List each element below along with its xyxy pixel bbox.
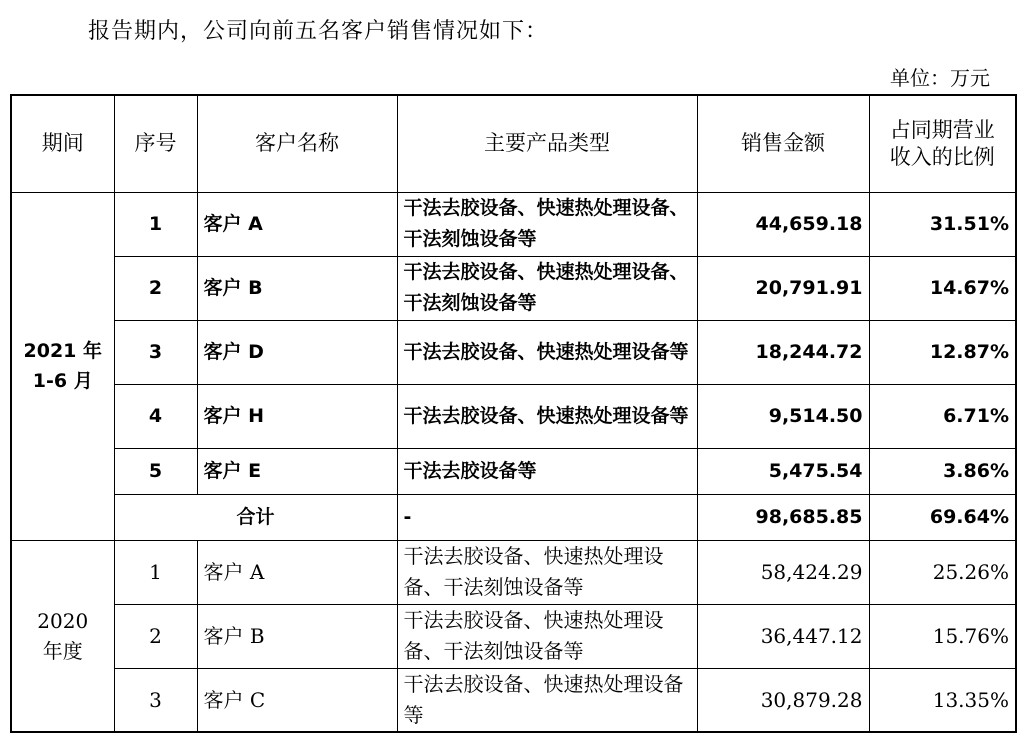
header-row <box>11 95 1016 192</box>
row-customer: 客户 H <box>197 384 397 448</box>
row-amount: 20,791.91 <box>697 256 869 320</box>
row-ratio: 6.71% <box>869 384 1016 448</box>
row-customer: 客户 D <box>197 320 397 384</box>
row-no: 2 <box>114 256 197 320</box>
row-product: 干法去胶设备、快速热处理设备等 <box>397 320 697 384</box>
row-customer: 客户 C <box>197 668 397 732</box>
row-no: 2 <box>114 604 197 668</box>
row-amount: 44,659.18 <box>697 192 869 256</box>
period-2021: 2021 年 1-6 月 <box>11 192 114 540</box>
row-ratio: 3.86% <box>869 448 1016 494</box>
row-no: 5 <box>114 448 197 494</box>
table-row <box>11 604 1016 668</box>
row-customer: 客户 B <box>197 256 397 320</box>
total-ratio: 69.64% <box>869 494 1016 540</box>
row-customer: 客户 A <box>197 540 397 604</box>
row-product: 干法去胶设备、快速热处理设备、干法刻蚀设备等 <box>397 256 697 320</box>
row-no: 3 <box>114 668 197 732</box>
header-amount: 销售金额 <box>697 95 869 192</box>
row-amount: 30,879.28 <box>697 668 869 732</box>
row-customer: 客户 A <box>197 192 397 256</box>
header-no: 序号 <box>114 95 197 192</box>
total-row <box>11 494 1016 540</box>
table-row <box>11 448 1016 494</box>
table-row <box>11 540 1016 604</box>
header-product: 主要产品类型 <box>397 95 697 192</box>
intro-text: 报告期内，公司向前五名客户销售情况如下： <box>88 19 549 44</box>
row-no: 1 <box>114 540 197 604</box>
row-amount: 5,475.54 <box>697 448 869 494</box>
table-row <box>11 256 1016 320</box>
row-product: 干法去胶设备、快速热处理设备等 <box>397 384 697 448</box>
top-customers-table <box>10 94 1017 733</box>
row-no: 3 <box>114 320 197 384</box>
row-amount: 36,447.12 <box>697 604 869 668</box>
row-product: 干法去胶设备、快速热处理设备、干法刻蚀设备等 <box>397 604 697 668</box>
row-amount: 18,244.72 <box>697 320 869 384</box>
row-no: 4 <box>114 384 197 448</box>
table-row <box>11 192 1016 256</box>
row-ratio: 31.51% <box>869 192 1016 256</box>
total-product: - <box>397 494 697 540</box>
row-product: 干法去胶设备、快速热处理设备等 <box>397 668 697 732</box>
row-ratio: 13.35% <box>869 668 1016 732</box>
row-no: 1 <box>114 192 197 256</box>
header-period: 期间 <box>11 95 114 192</box>
period-2020: 2020 年度 <box>11 540 114 732</box>
row-product: 干法去胶设备、快速热处理设备、干法刻蚀设备等 <box>397 192 697 256</box>
table-row <box>11 320 1016 384</box>
row-amount: 58,424.29 <box>697 540 869 604</box>
row-customer: 客户 E <box>197 448 397 494</box>
unit-label: 单位：万元 <box>890 66 990 90</box>
total-amount: 98,685.85 <box>697 494 869 540</box>
row-product: 干法去胶设备、快速热处理设备、干法刻蚀设备等 <box>397 540 697 604</box>
row-ratio: 14.67% <box>869 256 1016 320</box>
header-customer: 客户名称 <box>197 95 397 192</box>
total-label: 合计 <box>114 494 397 540</box>
table-row <box>11 384 1016 448</box>
row-ratio: 12.87% <box>869 320 1016 384</box>
row-ratio: 15.76% <box>869 604 1016 668</box>
row-amount: 9,514.50 <box>697 384 869 448</box>
table-row <box>11 668 1016 732</box>
header-ratio: 占同期营业收入的比例 <box>869 95 1016 192</box>
row-ratio: 25.26% <box>869 540 1016 604</box>
row-product: 干法去胶设备等 <box>397 448 697 494</box>
row-customer: 客户 B <box>197 604 397 668</box>
